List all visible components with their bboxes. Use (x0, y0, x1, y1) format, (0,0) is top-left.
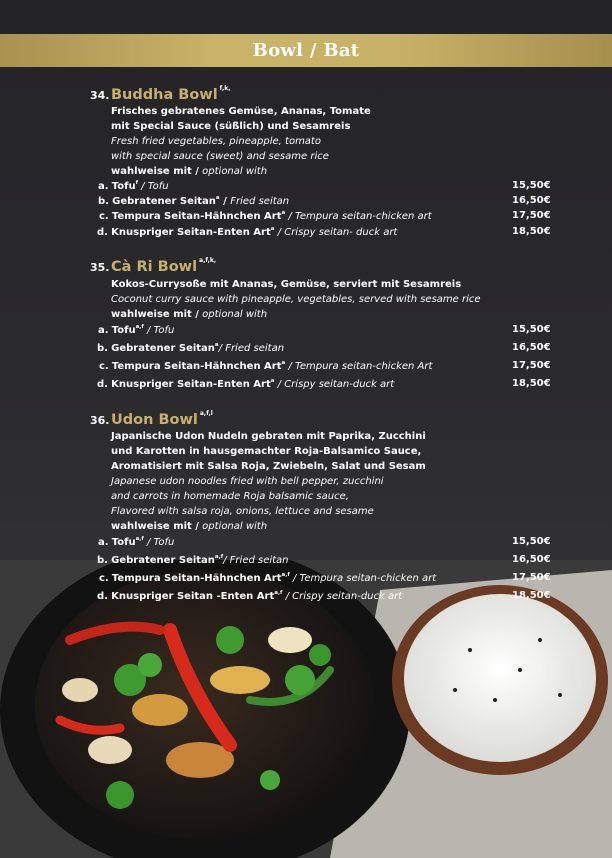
option-price: 17,50€ (512, 210, 551, 221)
section-banner (0, 34, 612, 67)
food-photo (0, 560, 612, 858)
option-row: a. Tofu$^f$ / Tofu (98, 180, 169, 192)
description-de: Aromatisiert mit Salsa Roja, Zwiebeln, Salat und Sesam (111, 461, 426, 472)
description-de: Japanische Udon Nudeln gebraten mit Paprika, Zucchini (111, 431, 426, 442)
description-en: Japanese udon noodles fried with bell pepper, zucchini (111, 476, 384, 487)
option-price: 16,50€ (512, 342, 551, 353)
option-price: 16,50€ (512, 195, 551, 206)
page-title: Bowl / Bat (252, 40, 360, 61)
description-en: with special sauce (sweet) and sesame rice (111, 151, 329, 162)
option-price: 15,50€ (512, 536, 551, 547)
option-price: 17,50€ (512, 360, 551, 371)
allergen-codes: a,f,k, (199, 257, 217, 264)
option-price: 16,50€ (512, 554, 551, 565)
option-row: c. Tempura Seitan-Hähnchen Art$^a$ / Tempura seitan-chicken art (99, 210, 432, 222)
allergen-codes: a,f,l (199, 410, 213, 417)
option-row: d. Knuspriger Seitan -Enten Art$^{a,f}$ / Crispy seitan-duck art (97, 590, 403, 602)
optional-label: wahlweise mit / optional with (111, 309, 268, 320)
option-price: 18,50€ (512, 226, 551, 237)
description-de: Kokos-Currysoße mit Ananas, Gemüse, serviert mit Sesamreis (111, 279, 462, 290)
dish-name: Udon Bowl $^{a,f,l}$ (111, 410, 213, 428)
description-de: und Karotten in hausgemachter Roja-Balsamico Sauce, (111, 446, 422, 457)
description-en: Fresh fried vegetables, pineapple, tomato (111, 136, 321, 147)
description-de: mit Special Sauce (süßlich) und Sesamreis (111, 121, 351, 132)
option-price: 15,50€ (512, 180, 551, 191)
option-row: b. Gebratener Seitan$^a$/ Fried seitan (97, 342, 285, 354)
dish-number: 36. (90, 414, 110, 427)
option-row: c. Tempura Seitan-Hähnchen Art$^a$ / Tempura seitan-chicken Art (99, 360, 433, 372)
option-price: 15,50€ (512, 324, 551, 335)
optional-label: wahlweise mit / optional with (111, 521, 268, 532)
dish-number: 34. (90, 89, 110, 102)
optional-label: wahlweise mit / optional with (111, 166, 268, 177)
option-row: d. Knuspriger Seitan-Enten Art$^a$ / Crispy seitan- duck art (97, 226, 398, 238)
option-row: a. Tofu$^{a,f}$ / Tofu (98, 536, 175, 548)
description-en: Flavored with salsa roja, onions, lettuce and sesame (111, 506, 374, 517)
allergen-codes: f,k, (219, 85, 231, 92)
dish-name: Cà Ri Bowl $^{a,f,k,}$ (111, 257, 217, 275)
option-row: b. Gebratener Seitan$^a$ / Fried seitan (98, 195, 290, 207)
dish-name: Buddha Bowl $^{f,k,}$ (111, 85, 231, 103)
description-en: Coconut curry sauce with pineapple, vegetables, served with sesame rice (111, 294, 481, 305)
dish-number: 35. (90, 261, 110, 274)
option-price: 18,50€ (512, 378, 551, 389)
option-price: 18,50€ (512, 590, 551, 601)
option-row: d. Knuspriger Seitan-Enten Art$^a$ / Crispy seitan-duck art (97, 378, 395, 390)
option-row: b. Gebratener Seitan$^{a,f}$/ Fried seitan (97, 554, 289, 566)
option-price: 17,50€ (512, 572, 551, 583)
description-de: Frisches gebratenes Gemüse, Ananas, Tomate (111, 106, 371, 117)
option-row: c. Tempura Seitan-Hähnchen Art$^{a,f}$ / Tempura seitan-chicken art (99, 572, 437, 584)
option-row: a. Tofu$^{a,f}$ / Tofu (98, 324, 175, 336)
description-en: and carrots in homemade Roja balsamic sauce, (111, 491, 349, 502)
